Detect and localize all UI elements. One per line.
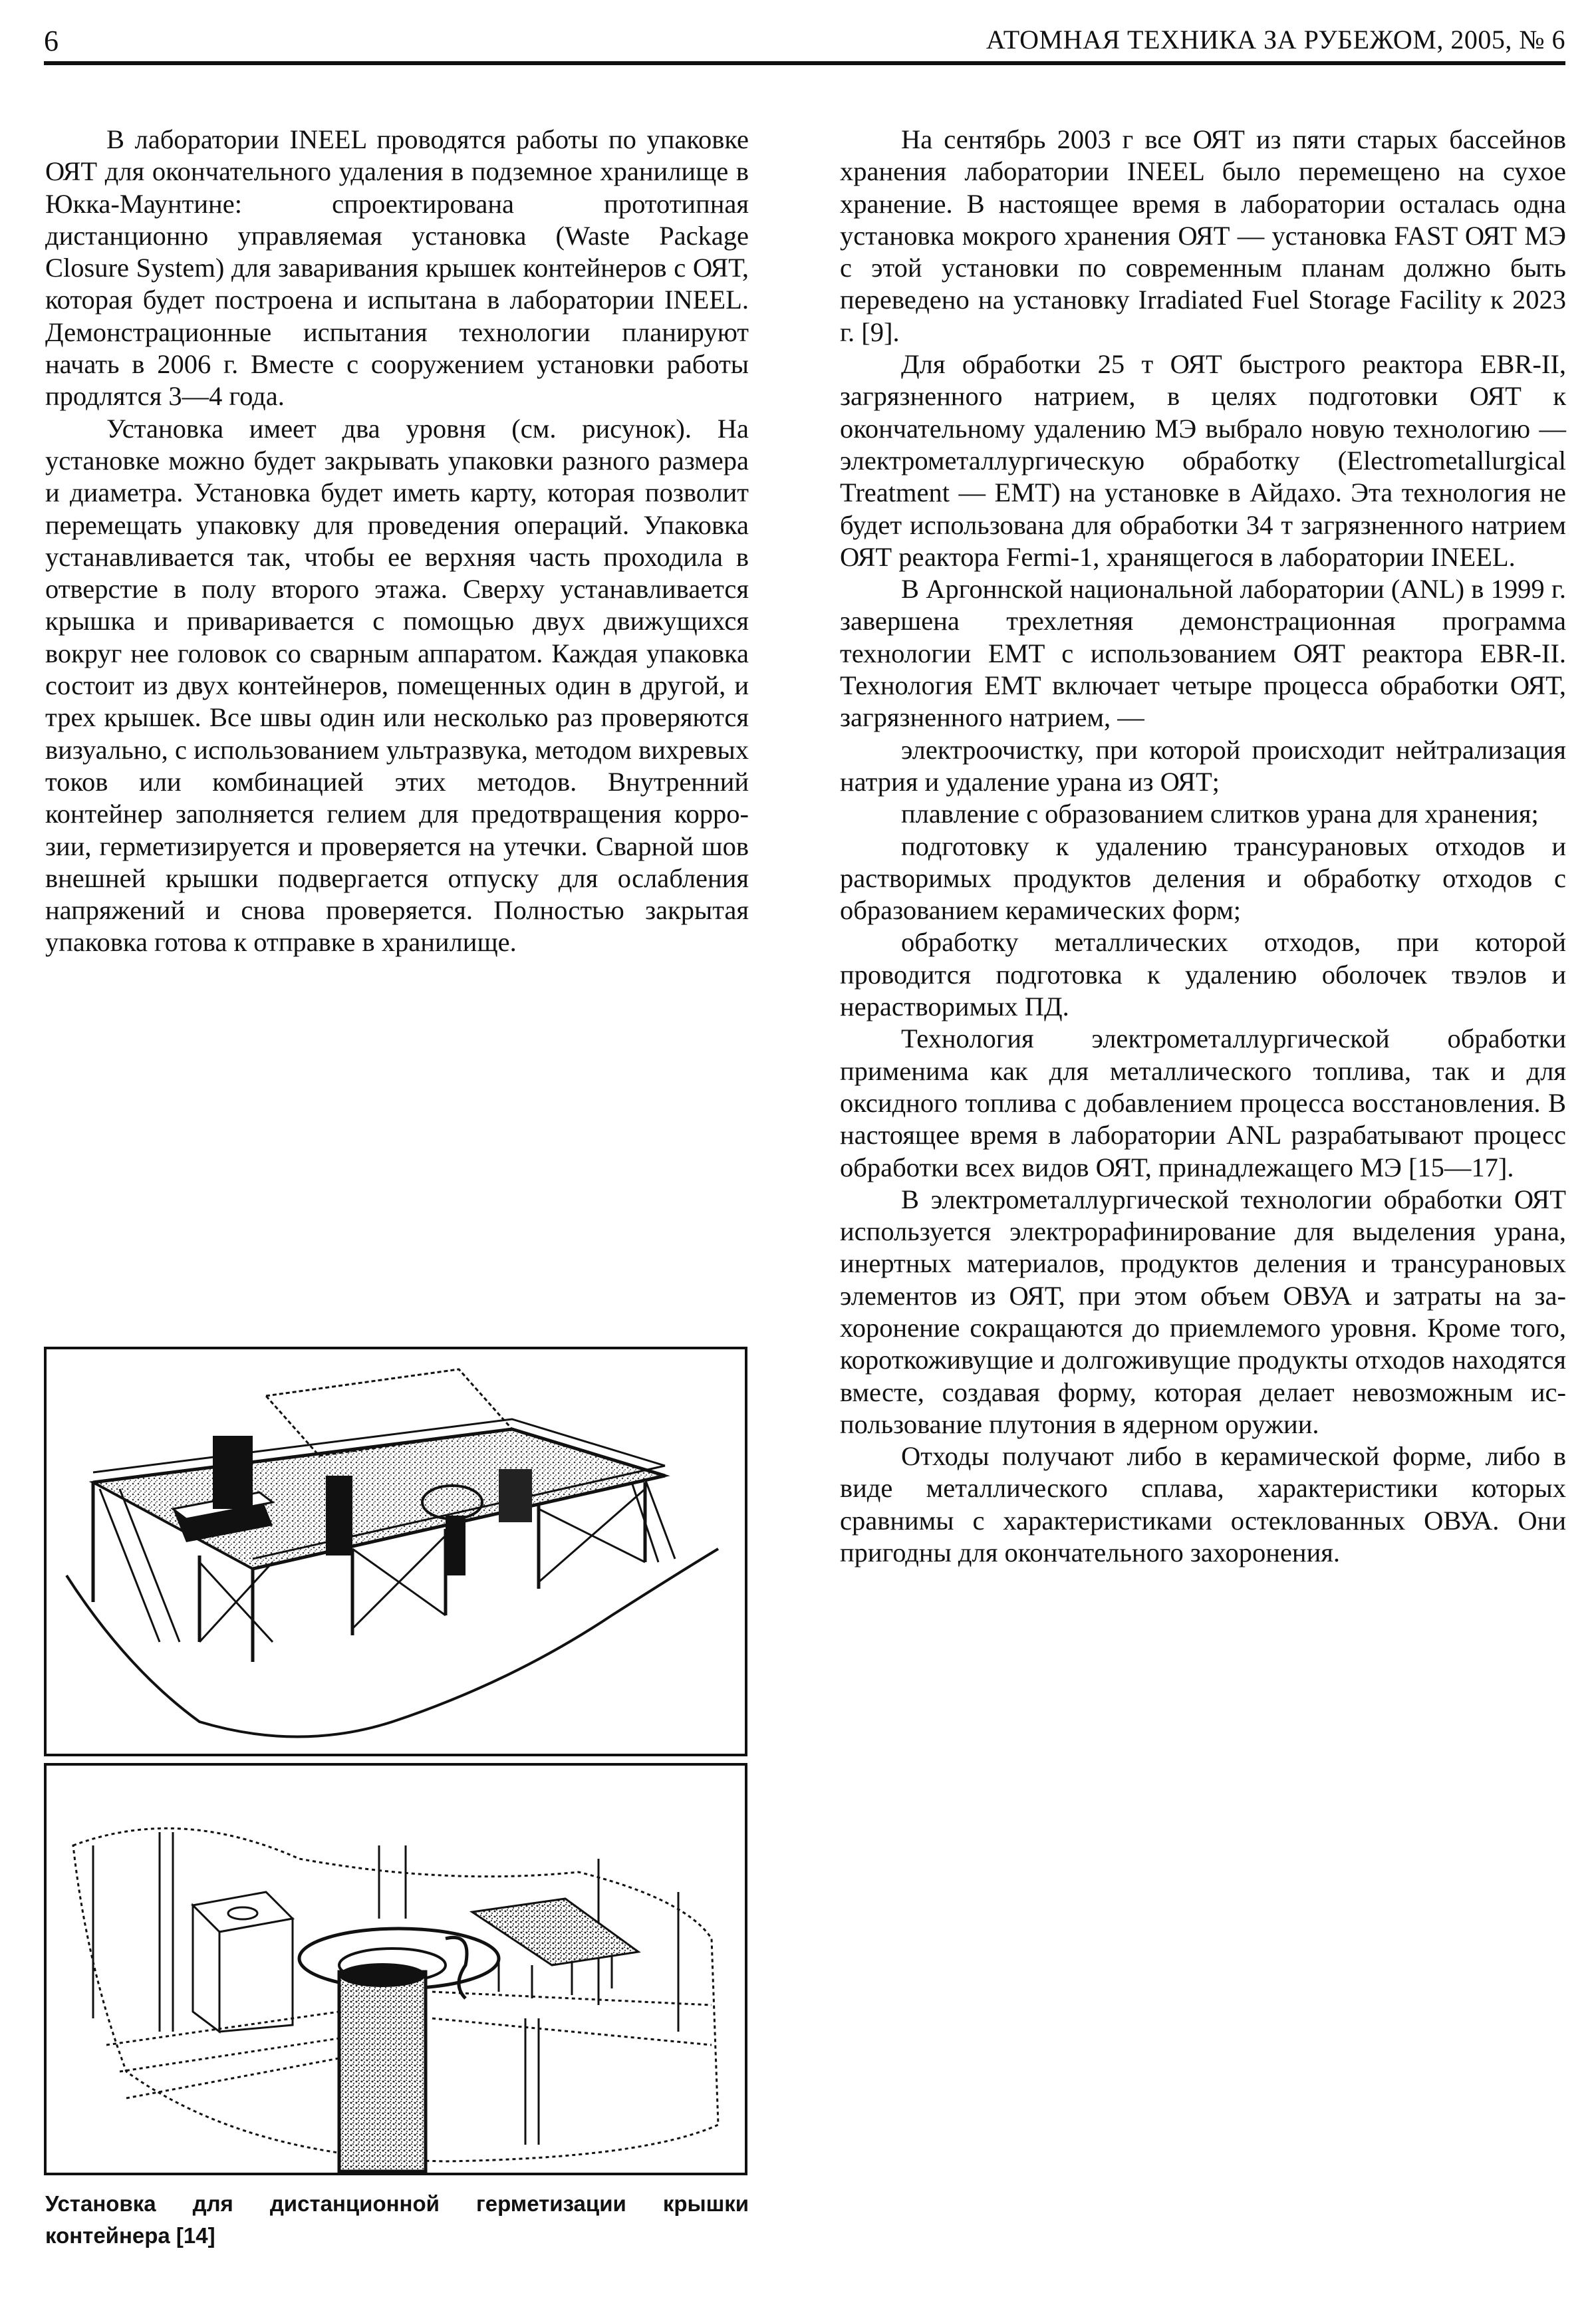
paragraph: В лаборатории INEEL проводятся работы по упаковке ОЯТ для окончательного удаления в подземное хранилище в Юкка-Маунтине: спроектирована прототипная дистанционно управляемая установка (Waste Package Closure System) для заваривания крышек контейнеров с ОЯТ, которая будет построена и испытана в лаборатории INEEL. Демонстрационные испытания технологии планируют начать в 2006 г. Вместе с сооружением установки работы продлятся 3—4 года. [45,124,749,412]
list-item: плавление с образованием слитков урана для хранения; [901,799,1539,829]
left-column [45,124,749,959]
paragraph: В Аргоннской национальной лаборатории (ANL) в 1999 г. завершена трехлетняя демонстрационная программа технологии EMT с использованием ОЯТ реактора EBR-II. Технология EMT включает четыре процесса обработки ОЯТ, загрязненного натрием, — [840,574,1566,733]
header-rule [44,61,1565,65]
right-column [840,124,1566,1569]
platform-illustration [47,1349,745,1754]
list-item: подготовку к удалению трансурановых отходов и растворимых продуктов деления и обработку отходов с образованием керамических форм; [840,831,1566,926]
figure-platform-drawing [44,1347,747,1756]
figure-closure-cell-drawing [44,1763,747,2175]
journal-title: АТОМНАЯ ТЕХНИКА ЗА РУБЕЖОМ, 2005, № 6 [986,25,1565,55]
page-number: 6 [44,25,59,57]
paragraph: Для обработки 25 т ОЯТ быстрого реактора EBR-II, загрязненного натрием, в целях подготовки ОЯТ к окончательному удалению МЭ выбрало новую технологию — электрометаллургическую обработку (Electrometallurgical Treatment — EMT) на установке в Айдахо. Эта технология не будет использована для обработки 34 т загрязненного натрием ОЯТ реактора Fermi-1, хранящегося в лаборатории INEEL. [840,349,1566,572]
paragraph: Технология электрометаллургической обработки применима как для металлического топлива, так и для оксидного топлива с добавлением процесса восстановления. В настоящее время в лаборатории ANL разрабатывают процесс обработки всех видов ОЯТ, принадлежащего МЭ [15—17]. [840,1023,1566,1182]
list-item: электроочистку, при которой происходит нейтрализация натрия и удаление урана из ОЯТ; [840,734,1566,797]
paragraph: В электрометаллургической технологии обработки ОЯТ используется электрорафинирование для выделения урана, инертных материалов, продуктов деления и трансурановых элементов из ОЯТ, при этом объем ОВУА и затраты на захоронение сокращаются до приемлемого уровня. Кроме того, короткоживущие и долгоживущие продукты отходов находятся вместе, создавая форму, которая делает невозможным использование плутония в ядерном оружии. [840,1184,1566,1439]
figure-caption: Установка для дистанционной герметизации крышки контейнера [14] [45,2191,749,2248]
running-header [44,20,1565,60]
paragraph: Установка имеет два уровня (см. рисунок). На установке можно будет закрывать упаковки разного размера и диаметра. Установка будет иметь карту, которая позволит перемещать упаковку для проведения операций. Упаковка устанавливается так, чтобы ее верхняя часть проходила в отверстие в полу второго этажа. Сверху устанавливается крышка и приваривается с помощью двух движущихся вокруг нее головок со сварным аппаратом. Каждая упаковка состоит из двух контейнеров, помещенных один в другой, и трех крышек. Все швы один или несколько раз проверяются визуально, с использованием ультразвука, методом вихревых токов или комбинацией этих методов. Внутренний контейнер заполняется гелием для предотвращения коррозии, герметизируется и проверяется на утечки. Сварной шов внешней крышки подвергается отпуску для ослабления напряжений и снова проверяется. Полностью закрытая упаковка готова к отправке в хранилище. [45,413,749,958]
list-item: обработку металлических отходов, при которой проводится подготовка к удалению оболочек твэлов и нерастворимых ПД. [840,927,1566,1022]
paragraph: Отходы получают либо в керамической форме, либо в виде металлического сплава, характеристики которых сравнимы с характеристиками остеклованных ОВУА. Они пригодны для окончательного захоронения. [840,1441,1566,1568]
closure-cell-illustration [47,1766,745,2173]
paragraph: На сентябрь 2003 г все ОЯТ из пяти старых бассейнов хранения лаборатории INEEL было перемещено на сухое хранение. В настоящее время в лаборатории осталась одна установка мокрого хранения ОЯТ — установка FAST ОЯТ МЭ с этой установки по современным планам должно быть переведено на установку Irradiated Fuel Storage Facility к 2023 г. [9]. [840,124,1566,347]
